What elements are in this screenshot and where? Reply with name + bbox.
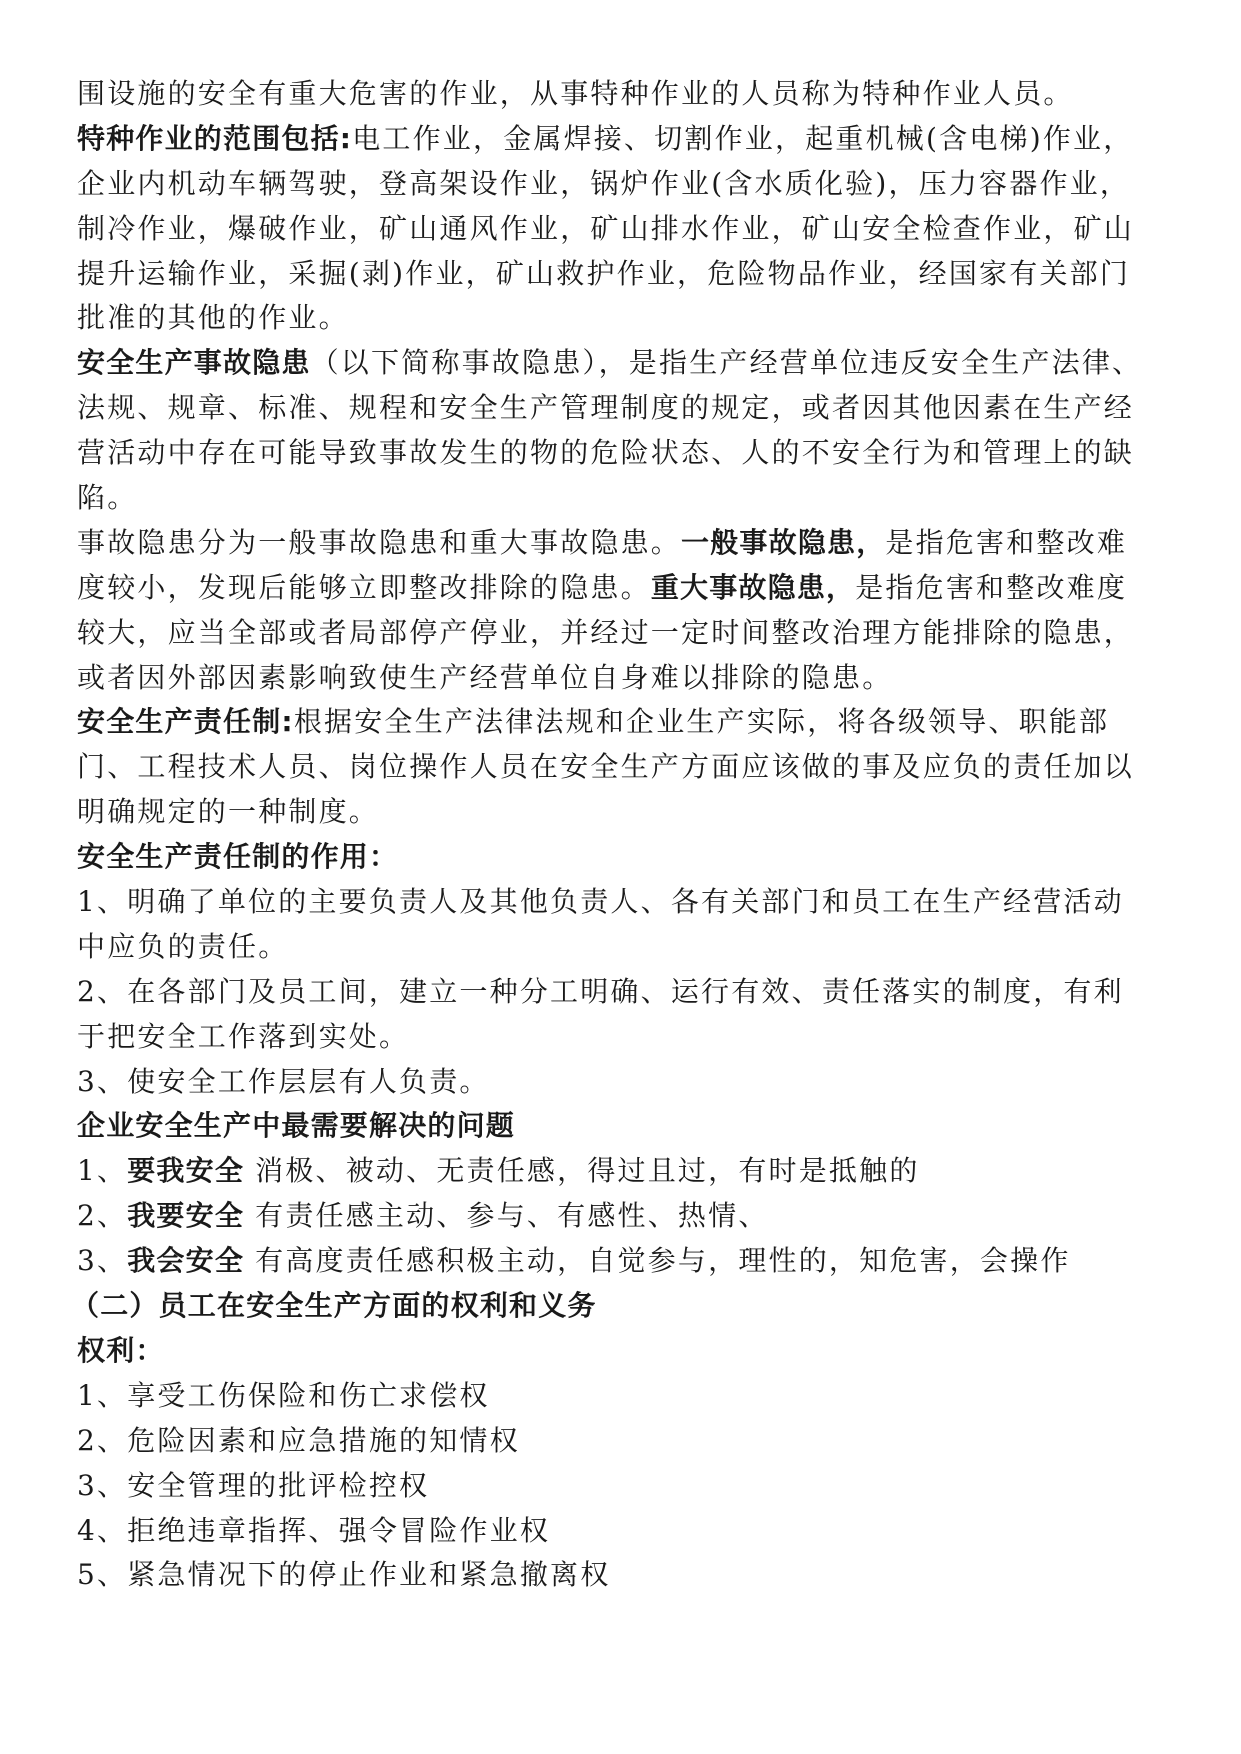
- text-line: [77, 1553, 1172, 1598]
- section-heading: [77, 835, 1172, 880]
- text-line: [77, 970, 1172, 1015]
- body-text: 营活动中存在可能导致事故发生的物的危险状态、人的不安全行为和管理上的缺: [77, 436, 1135, 470]
- body-text: 提升运输作业，采掘(剥)作业，矿山救护作业，危险物品作业，经国家有关部门: [77, 256, 1131, 290]
- body-text: 明确规定的一种制度。: [77, 795, 380, 829]
- body-text: 事故隐患分为一般事故隐患和重大事故隐患。: [77, 525, 682, 559]
- text-line: [77, 1194, 1172, 1239]
- body-text: 中应负的责任。: [77, 929, 289, 963]
- text-line: [77, 700, 1172, 745]
- text-line: [77, 1464, 1172, 1509]
- body-text: 制冷作业，爆破作业，矿山通风作业，矿山排水作业，矿山安全检查作业，矿山: [77, 211, 1135, 245]
- text-line: [77, 1060, 1172, 1105]
- heading-text: 安全生产责任制的作用：: [77, 840, 399, 874]
- text-line: [77, 790, 1172, 835]
- text-line: [77, 117, 1172, 162]
- body-text: 1、明确了单位的主要负责人及其他负责人、各有关部门和员工在生产经营活动: [77, 885, 1124, 919]
- body-text: 批准的其他的作业。: [77, 301, 349, 335]
- body-text: 或者因外部因素影响致使生产经营单位自身难以排除的隐患。: [77, 660, 893, 694]
- body-text: 于把安全工作落到实处。: [77, 1019, 410, 1053]
- body-text: 3、安全管理的批评检控权: [77, 1468, 430, 1502]
- body-text: 3、使安全工作层层有人负责。: [77, 1064, 490, 1098]
- body-text: 围设施的安全有重大危害的作业，从事特种作业的人员称为特种作业人员。: [77, 77, 1074, 110]
- bold-term: 我会安全: [127, 1244, 245, 1278]
- text-line: [77, 1509, 1172, 1554]
- body-text: （以下简称事故隐患），是指生产经营单位违反安全生产法律、: [310, 346, 1143, 380]
- text-line: [77, 431, 1172, 476]
- text-line: [77, 341, 1172, 386]
- text-line: [77, 1149, 1172, 1194]
- text-line: [77, 566, 1172, 611]
- heading-text: 企业安全生产中最需要解决的问题: [77, 1109, 516, 1143]
- text-line: [77, 521, 1172, 566]
- body-text: 度较小，发现后能够立即整改排除的隐患。: [77, 570, 651, 604]
- body-text: 法规、规章、标准、规程和安全生产管理制度的规定，或者因其他因素在生产经: [77, 391, 1135, 425]
- body-text: 3、: [77, 1244, 128, 1278]
- bold-term: 安全生产责任制:: [77, 705, 294, 739]
- body-text: 根据安全生产法律法规和企业生产实际，将各级领导、职能部: [293, 705, 1110, 739]
- text-line: [77, 656, 1172, 701]
- text-line: [77, 476, 1172, 521]
- bold-term: 安全生产事故隐患: [77, 346, 311, 380]
- text-line: [77, 162, 1172, 207]
- text-line: [77, 1419, 1172, 1464]
- body-text: 有高度责任感积极主动，自觉参与，理性的，知危害，会操作: [244, 1244, 1071, 1278]
- section-heading: [77, 1329, 1172, 1374]
- text-line: [77, 386, 1172, 431]
- text-line: [77, 296, 1172, 341]
- bold-term: 一般事故隐患，: [681, 525, 886, 559]
- body-text: 较大，应当全部或者局部停产停业，并经过一定时间整改治理方能排除的隐患，: [77, 615, 1135, 649]
- text-line: [77, 1015, 1172, 1060]
- bold-term: 我要安全: [127, 1199, 245, 1233]
- text-line: [77, 880, 1172, 925]
- body-text: 电工作业，金属焊接、切割作业，起重机械(含电梯)作业，: [352, 121, 1134, 155]
- body-text: 是指危害和整改难: [885, 525, 1128, 559]
- text-line: [77, 611, 1172, 656]
- bold-term: 要我安全: [127, 1154, 245, 1188]
- heading-text: 权利：: [77, 1333, 165, 1367]
- body-text: 2、在各部门及员工间，建立一种分工明确、运行有效、责任落实的制度，有利: [77, 974, 1124, 1008]
- body-text: 企业内机动车辆驾驶，登高架设作业，锅炉作业(含水质化验)，压力容器作业，: [77, 166, 1131, 200]
- section-heading: [77, 1104, 1172, 1149]
- body-text: 2、: [77, 1199, 128, 1233]
- body-text: 有责任感主动、参与、有感性、热情、: [244, 1199, 769, 1233]
- bold-term: 重大事故隐患，: [650, 570, 856, 604]
- text-line: [77, 1374, 1172, 1419]
- body-text: 陷。: [77, 481, 138, 515]
- bold-term: 特种作业的范围包括:: [77, 121, 353, 155]
- document-page: [71, 72, 1172, 1598]
- body-text: 消极、被动、无责任感，得过且过，有时是抵触的: [244, 1154, 920, 1188]
- body-text: 4、拒绝违章指挥、强令冒险作业权: [77, 1513, 551, 1547]
- body-text: 1、: [77, 1154, 128, 1188]
- body-text: 2、危险因素和应急措施的知情权: [77, 1423, 520, 1457]
- heading-text: （二）员工在安全生产方面的权利和义务: [71, 1289, 597, 1323]
- body-text: 5、紧急情况下的停止作业和紧急撤离权: [77, 1558, 611, 1592]
- body-text: 1、享受工伤保险和伤亡求偿权: [77, 1378, 490, 1412]
- text-line: [77, 207, 1172, 252]
- body-text: 门、工程技术人员、岗位操作人员在安全生产方面应该做的事及应负的责任加以: [77, 750, 1135, 784]
- text-line: [77, 252, 1172, 297]
- text-line: [77, 925, 1172, 970]
- text-line: [77, 1239, 1172, 1284]
- text-line: [77, 745, 1172, 790]
- body-text: 是指危害和整改难度: [855, 570, 1128, 604]
- section-heading: [71, 1284, 1172, 1329]
- text-line: [77, 72, 1172, 117]
